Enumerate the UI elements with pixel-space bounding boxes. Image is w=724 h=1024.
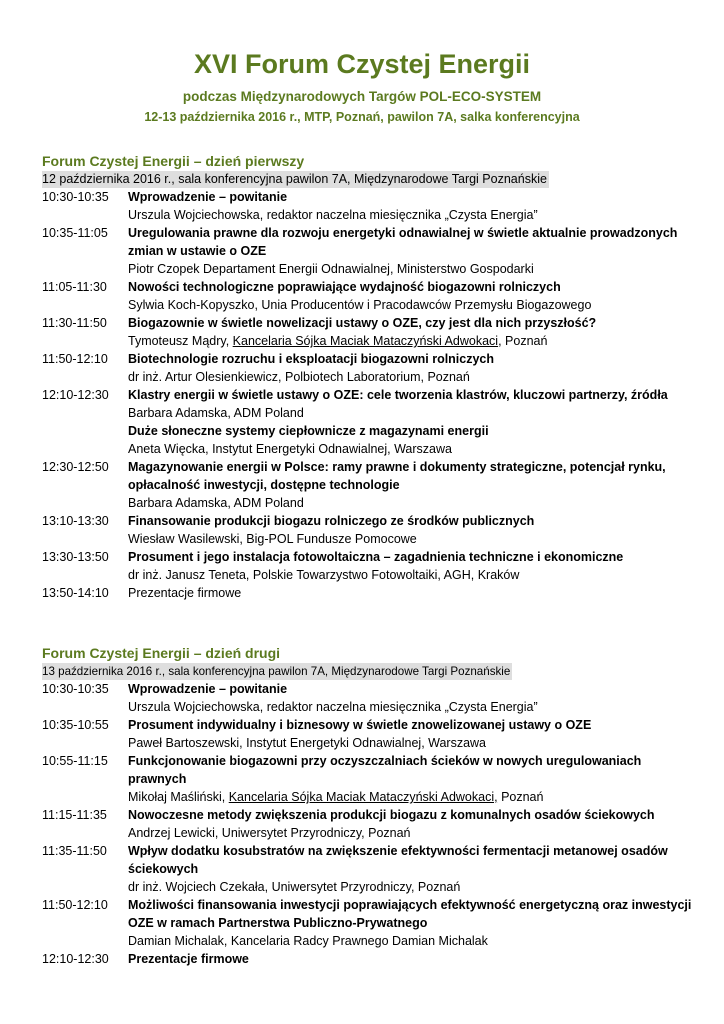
- session-title: Prosument indywidualny i biznesowy w świetle znowelizowanej ustawy o OZE: [128, 718, 592, 732]
- session-time: 11:30-11:50: [42, 316, 107, 330]
- session-speaker: [128, 332, 702, 350]
- session-time: 13:30-13:50: [42, 550, 109, 564]
- session-speaker: Sylwia Koch-Kopyszko, Unia Producentów i Pracodawców Przemysłu Biogazowego: [128, 298, 592, 312]
- session-time: 12:10-12:30: [42, 388, 109, 402]
- day-two-venue: 13 października 2016 r., sala konferencyjna pawilon 7A, Międzynarodowe Targi Poznańskie: [42, 665, 511, 678]
- session-time: 10:30-10:35: [42, 190, 109, 204]
- session-speaker: dr inż. Artur Olesienkiewicz, Polbiotech Laboratorium, Poznań: [128, 370, 470, 384]
- schedule-row: [42, 422, 702, 458]
- session-title: Finansowanie produkcji biogazu rolniczego ze środków publicznych: [128, 514, 535, 528]
- session-speaker: Andrzej Lewicki, Uniwersytet Przyrodniczy, Poznań: [128, 826, 411, 840]
- session-time: 11:50-12:10: [42, 898, 108, 912]
- session-speaker: Barbara Adamska, ADM Poland: [128, 496, 304, 510]
- session-time: 13:10-13:30: [42, 514, 109, 528]
- day-one-section: [42, 152, 702, 602]
- session-title: Prosument i jego instalacja fotowoltaiczna – zagadnienia techniczne i ekonomiczne: [128, 550, 624, 564]
- page-title: XVI Forum Czystej Energii: [193, 49, 531, 79]
- session-speaker: Aneta Więcka, Instytut Energetyki Odnawialnej, Warszawa: [128, 442, 452, 456]
- schedule-row: [42, 806, 702, 842]
- day-one-venue: 12 października 2016 r., sala konferencyjna pawilon 7A, Międzynarodowe Targi Poznańskie: [42, 172, 547, 186]
- session-time: 11:05-11:30: [42, 280, 107, 294]
- session-title: Magazynowanie energii w Polsce: ramy prawne i dokumenty strategiczne, potencjał rynku, opłacalność inwestycji, dostępne technologie: [128, 460, 666, 492]
- schedule-row: [42, 680, 702, 716]
- session-speaker: Piotr Czopek Departament Energii Odnawialnej, Ministerstwo Gospodarki: [128, 262, 534, 276]
- session-title: Duże słoneczne systemy ciepłownicze z magazynami energii: [128, 424, 489, 438]
- session-speaker: Wiesław Wasilewski, Big-POL Fundusze Pomocowe: [128, 532, 417, 546]
- law-firm-link[interactable]: Kancelaria Sójka Maciak Mataczyński Adwokaci: [232, 334, 499, 348]
- schedule-row: [42, 512, 702, 548]
- schedule-row: [42, 386, 702, 422]
- schedule-row: [42, 896, 702, 950]
- session-title: Klastry energii w świetle ustawy o OZE: cele tworzenia klastrów, kluczowi partnerzy, źródła: [128, 388, 668, 402]
- session-time: 10:30-10:35: [42, 682, 109, 696]
- session-speaker: dr inż. Janusz Teneta, Polskie Towarzystwo Fotowoltaiki, AGH, Kraków: [128, 568, 520, 582]
- session-time: 10:35-10:55: [42, 718, 109, 732]
- session-time: [42, 422, 128, 458]
- session-title: Wprowadzenie – powitanie: [128, 190, 288, 204]
- session-speaker: Damian Michalak, Kancelaria Radcy Prawnego Damian Michalak: [128, 934, 488, 948]
- law-firm-link[interactable]: Kancelaria Sójka Maciak Mataczyński Adwokaci,: [228, 790, 498, 804]
- session-title: Uregulowania prawne dla rozwoju energetyki odnawialnej w świetle aktualnie prowadzonych zmian w ustawie o OZE: [128, 226, 678, 258]
- schedule-row: [42, 458, 702, 512]
- session-speaker: dr inż. Wojciech Czekała, Uniwersytet Przyrodniczy, Poznań: [128, 880, 461, 894]
- event-dateline: 12-13 października 2016 r., MTP, Poznań, pawilon 7A, salka konferencyjna: [144, 110, 580, 124]
- day-two-section: [42, 644, 702, 968]
- session-title: Funkcjonowanie biogazowni przy oczyszczalniach ścieków w nowych uregulowaniach prawnych: [128, 754, 642, 786]
- session-title: Biogazownie w świetle nowelizacji ustawy o OZE, czy jest dla nich przyszłość?: [128, 316, 597, 330]
- session-time: 12:30-12:50: [42, 460, 109, 474]
- session-time: 13:50-14:10: [42, 586, 109, 600]
- session-title: Biotechnologie rozruchu i eksploatacji biogazowni rolniczych: [128, 352, 495, 366]
- page-subtitle: podczas Międzynarodowych Targów POL-ECO-SYSTEM: [182, 89, 542, 104]
- session-speaker: Paweł Bartoszewski, Instytut Energetyki Odnawialnej, Warszawa: [128, 736, 487, 750]
- schedule-row: [42, 584, 702, 602]
- session-speaker: Urszula Wojciechowska, redaktor naczelna miesięcznika „Czysta Energia”: [128, 208, 538, 222]
- speaker-city: , Poznań: [498, 334, 548, 348]
- schedule-row: [42, 188, 702, 224]
- speaker-name: Tymoteusz Mądry,: [128, 334, 233, 348]
- schedule-row: [42, 842, 702, 896]
- schedule-row: [42, 716, 702, 752]
- schedule-row: [42, 950, 702, 968]
- session-speaker: Barbara Adamska, ADM Poland: [128, 406, 304, 420]
- session-title: Prezentacje firmowe: [128, 952, 249, 966]
- session-time: 10:55-11:15: [42, 754, 108, 768]
- session-speaker: [128, 788, 702, 806]
- schedule-row: [42, 278, 702, 314]
- session-time: 10:35-11:05: [42, 226, 108, 240]
- speaker-name: Mikołaj Maśliński,: [128, 790, 229, 804]
- session-title: Wprowadzenie – powitanie: [128, 682, 288, 696]
- schedule-row: [42, 752, 702, 806]
- session-time: 11:50-12:10: [42, 352, 108, 366]
- schedule-row: [42, 314, 702, 350]
- session-title: Nowoczesne metody zwiększenia produkcji biogazu z komunalnych osadów ściekowych: [128, 808, 655, 822]
- session-title-plain: Prezentacje firmowe: [128, 586, 242, 600]
- session-time: 11:15-11:35: [42, 808, 107, 822]
- session-time: 12:10-12:30: [42, 952, 109, 966]
- session-title: Wpływ dodatku kosubstratów na zwiększenie efektywności fermentacji metanowej osadów ściekowych: [128, 844, 668, 876]
- schedule-row: [42, 350, 702, 386]
- day-one-heading: Forum Czystej Energii – dzień pierwszy: [42, 153, 305, 169]
- speaker-city: Poznań: [497, 790, 544, 804]
- session-title: Nowości technologiczne poprawiające wydajność biogazowni rolniczych: [128, 280, 561, 294]
- session-title: Możliwości finansowania inwestycji poprawiających efektywność energetyczną oraz inwestycji OZE w ramach Partnerstwa Publiczno-Prywatnego: [128, 898, 692, 930]
- session-speaker: Urszula Wojciechowska, redaktor naczelna miesięcznika „Czysta Energia”: [128, 700, 538, 714]
- schedule-row: [42, 548, 702, 584]
- session-time: 11:35-11:50: [42, 844, 107, 858]
- schedule-row: [42, 224, 702, 278]
- day-two-heading: Forum Czystej Energii – dzień drugi: [42, 645, 281, 661]
